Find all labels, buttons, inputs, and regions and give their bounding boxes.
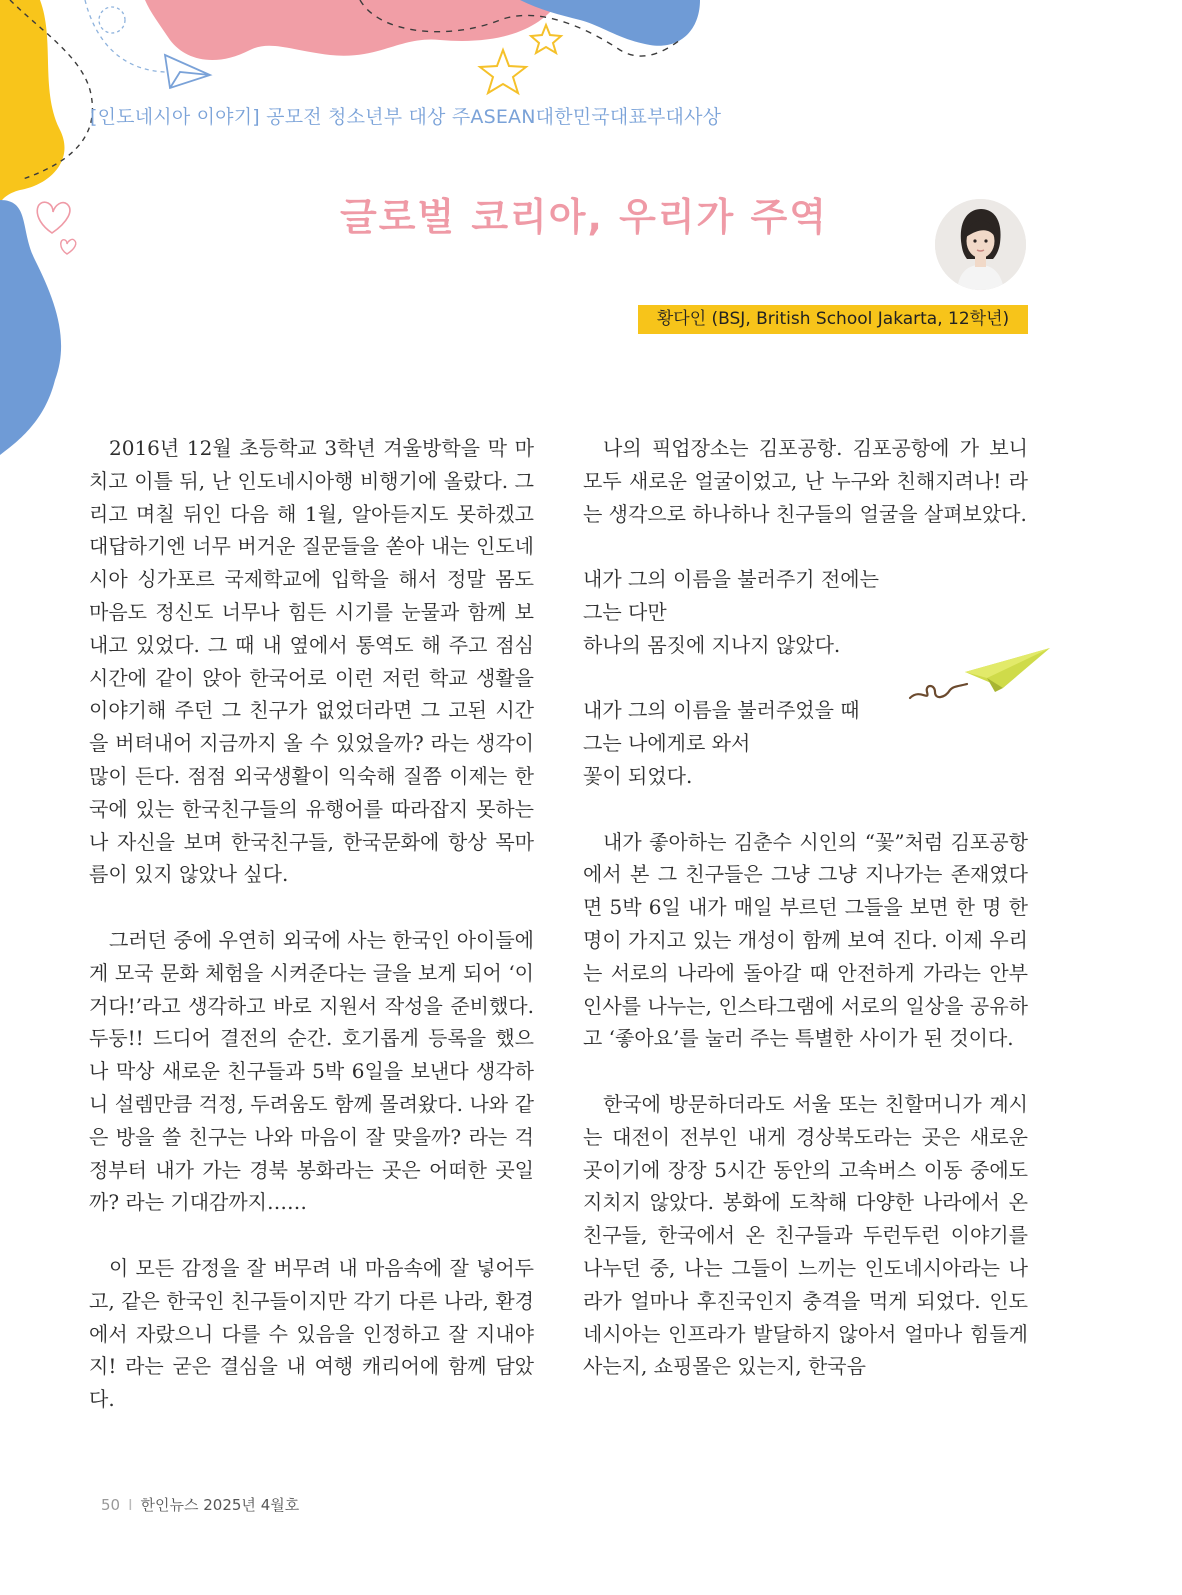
heart-icon [37,202,70,233]
right-column [583,432,1028,1383]
page-number: 50 [101,1496,121,1514]
paragraph: 한국에 방문하더라도 서울 또는 친할머니가 계시는 대전이 전부인 내게 경상북도라는 곳은 새로운 곳이기에 장장 5시간 동안의 고속버스 이동 중에도 지치지 않았다. 봉화에 도착해 다양한 나라에서 온 친구들, 한국에서 온 친구들과 두런두런 이야기를 나누던 중, 나는 그들이 느끼는 인도네시아라는 나라가 얼마나 후진국인지 충격을 먹게 되었다. 인도네시아는 인프라가 발달하지 않아서 얼마나 힘들게 사는지, 쇼핑몰은 있는지, 한국음 [583,1091,1028,1379]
article-title: 글로벌 코리아, 우리가 주역 [340,195,828,239]
footer-separator: I [128,1496,133,1514]
yellow-blob [0,0,64,205]
pink-blob [145,0,560,60]
paragraph: 나의 픽업장소는 김포공항. 김포공항에 가 보니 모두 새로운 얼굴이었고, 난 누구와 친해지려나! 라는 생각으로 하나하나 친구들의 얼굴을 살펴보았다. [583,436,1028,526]
author-byline: 황다인 (BSJ, British School Jakarta, 12학년) [638,305,1028,334]
poem-line: 꽃이 되었다. [583,763,693,788]
issue-label: 한인뉴스 2025년 4월호 [140,1496,300,1514]
paper-plane-icon [165,55,210,88]
paragraph: 2016년 12월 초등학교 3학년 겨울방학을 막 마치고 이틀 뒤, 난 인도네시아행 비행기에 올랐다. 그리고 며칠 뒤인 다음 해 1월, 알아듣지도 못하겠고 대답하기엔 너무 버거운 질문들을 쏟아 내는 인도네시아 싱가포르 국제학교에 입학을 해서 정말 몸도 마음도 정신도 너무나 힘든 시기를 눈물과 함께 보내고 있었다. 그 때 내 옆에서 통역도 해 주고 점심시간에 같이 앉아 한국어로 이런 저런 학교 생활을 이야기해 주던 그 친구가 없었더라면 그 고된 시간을 버텨내어 지금까지 올 수 있었을까? 라는 생각이 많이 든다. 점점 외국생활이 익숙해 질쯤 이제는 한국에 있는 한국친구들의 유행어를 따라잡지 못하는 나 자신을 보며 한국친구들, 한국문화에 항상 목마름이 있지 않았나 싶다. [89,436,534,887]
poem-line: 내가 그의 이름을 불러주기 전에는 [583,567,879,592]
blue-blob-left [0,200,61,455]
paragraph: 내가 좋아하는 김춘수 시인의 “꽃”처럼 김포공항에서 본 그 친구들은 그냥 그냥 지나가는 존재였다면 5박 6일 내가 매일 부르던 그들을 보면 한 명 한 명이 가지고 있는 개성이 함께 보여 진다. 이제 우리는 서로의 나라에 돌아갈 때 안전하게 가라는 안부인사를 나누는, 인스타그램에 서로의 일상을 공유하고 ‘좋아요’를 눌러 주는 특별한 사이가 된 것이다. [583,829,1028,1051]
paragraph: 이 모든 감정을 잘 버무려 내 마음속에 잘 넣어두고, 같은 한국인 친구들이지만 각기 다른 나라, 환경에서 자랐으니 다를 수 있음을 인정하고 잘 지내야지! 라는 굳은 결심을 내 여행 캐리어에 함께 담았다. [89,1255,534,1412]
page-footer [101,1494,299,1515]
poem-line: 하나의 몸짓에 지나지 않았다. [583,632,841,657]
star-icon-small [531,25,561,53]
poem-line: 그는 다만 [583,599,667,624]
blue-blob-top [520,0,700,46]
article-kicker: [인도네시아 이야기] 공모전 청소년부 대상 주ASEAN대한민국대표부대사상 [90,106,722,128]
paragraph: 그러던 중에 우연히 외국에 사는 한국인 아이들에게 모국 문화 체험을 시켜준다는 글을 보게 되어 ‘이거다!’라고 생각하고 바로 지원서 작성을 준비했다. 두둥!! 드디어 결전의 순간. 호기롭게 등록을 했으나 막상 새로운 친구들과 5박 6일을 보낸다 생각하니 설렘만큼 걱정, 두려움도 함께 몰려왔다. 나와 같은 방을 쓸 친구는 나와 마음이 잘 맞을까? 라는 걱정부터 내가 가는 경북 봉화라는 곳은 어떠한 곳일까? 라는 기대감까지…… [89,927,534,1215]
star-icon [480,50,526,93]
heart-icon-small [61,239,76,254]
poem-line: 그는 나에게로 와서 [583,731,751,756]
poem-line: 내가 그의 이름을 불러주었을 때 [583,698,860,723]
author-photo [935,199,1026,290]
dashed-circle [99,7,125,33]
green-paper-plane-icon [905,640,1055,715]
left-column [89,432,534,1416]
